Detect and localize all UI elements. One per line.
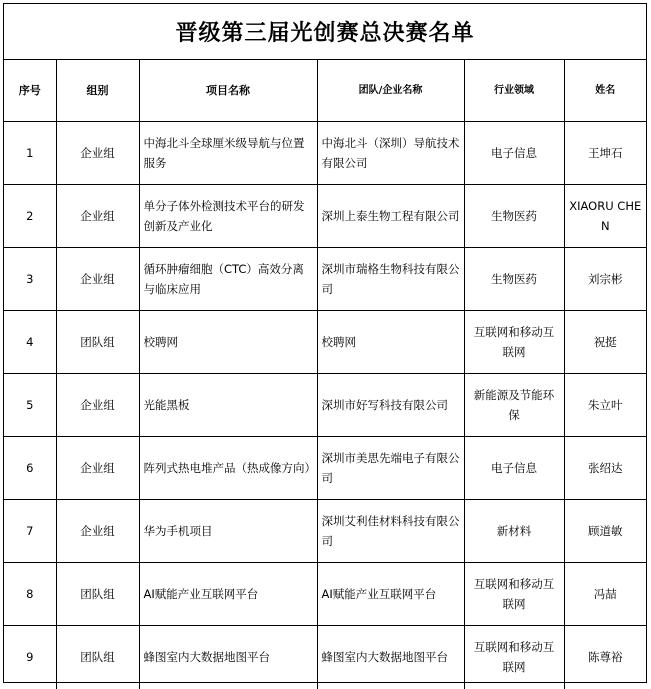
cell-group: 企业组 [56,122,139,185]
cell-no: 8 [4,563,56,626]
cell-org: 深圳市瑞格生物科技有限公司 [317,248,464,311]
cell-name: 刘宗彬 [564,248,646,311]
cell-project: 蜂图室内大数据地图平台 [139,626,317,689]
cell-field: 电子信息 [464,122,564,185]
table-row [4,374,646,437]
cell-no: 3 [4,248,56,311]
cell-org: 深圳上泰生物工程有限公司 [317,185,464,248]
cell-no: 6 [4,437,56,500]
cell-name: 冯喆 [564,563,646,626]
cell-org: 深圳艾利佳材料科技有限公司 [317,500,464,563]
cell-group: 企业组 [56,500,139,563]
cell-field: 新能源及节能环保 [464,374,564,437]
cell-name: 顾道敏 [564,500,646,563]
cell-group: 企业组 [56,374,139,437]
col-header-group: 组别 [56,60,139,122]
cell-project: 校聘网 [139,311,317,374]
col-header-org: 团队/企业名称 [317,60,464,122]
table-header-row [4,60,646,122]
cell-field: 电子信息 [464,437,564,500]
cell-no: 5 [4,374,56,437]
cell-name: 祝挺 [564,311,646,374]
cell-name: XIAORU CHEN [564,185,646,248]
col-header-field: 行业领域 [464,60,564,122]
cell-group: 团队组 [56,563,139,626]
cell-group: 企业组 [56,185,139,248]
col-header-name: 姓名 [564,60,646,122]
cell-no: 7 [4,500,56,563]
table-row [4,500,646,563]
table-row [4,437,646,500]
cell-field: 新材料 [464,500,564,563]
table-row [4,248,646,311]
cell-name: 陈尊裕 [564,626,646,689]
table-row [4,626,646,689]
cell-field: 互联网和移动互联网 [464,311,564,374]
cell-project: 单分子体外检测技术平台的研发创新及产业化 [139,185,317,248]
cell-no: 9 [4,626,56,689]
cell-org: AI赋能产业互联网平台 [317,563,464,626]
cell-group: 企业组 [56,437,139,500]
cell-name: 张绍达 [564,437,646,500]
table-row [4,185,646,248]
cell-project: 中海北斗全球厘米级导航与位置服务 [139,122,317,185]
cell-project: 华为手机项目 [139,500,317,563]
cell-project: AI赋能产业互联网平台 [139,563,317,626]
cell-project: 光能黑板 [139,374,317,437]
cell-name: 朱立叶 [564,374,646,437]
cell-no: 4 [4,311,56,374]
cell-project: 循环肿瘤细胞（CTC）高效分离与临床应用 [139,248,317,311]
cell-group: 团队组 [56,626,139,689]
table-row [4,563,646,626]
cell-org: 中海北斗（深圳）导航技术有限公司 [317,122,464,185]
cell-group: 企业组 [56,248,139,311]
col-header-project: 项目名称 [139,60,317,122]
cell-no: 1 [4,122,56,185]
cell-field: 互联网和移动互联网 [464,626,564,689]
cell-org: 蜂图室内大数据地图平台 [317,626,464,689]
page-title: 晋级第三届光创赛总决赛名单 [4,4,646,60]
cell-project: 阵列式热电堆产品（热成像方向） [139,437,317,500]
finalists-table [4,60,646,689]
cell-org: 校聘网 [317,311,464,374]
table-row [4,311,646,374]
document-page [3,3,647,683]
col-header-no: 序号 [4,60,56,122]
cell-field: 生物医药 [464,248,564,311]
table-row [4,122,646,185]
cell-org: 深圳市美思先端电子有限公司 [317,437,464,500]
cell-no: 2 [4,185,56,248]
cell-name: 王坤石 [564,122,646,185]
cell-field: 互联网和移动互联网 [464,563,564,626]
cell-org: 深圳市好写科技有限公司 [317,374,464,437]
cell-group: 团队组 [56,311,139,374]
cell-field: 生物医药 [464,185,564,248]
